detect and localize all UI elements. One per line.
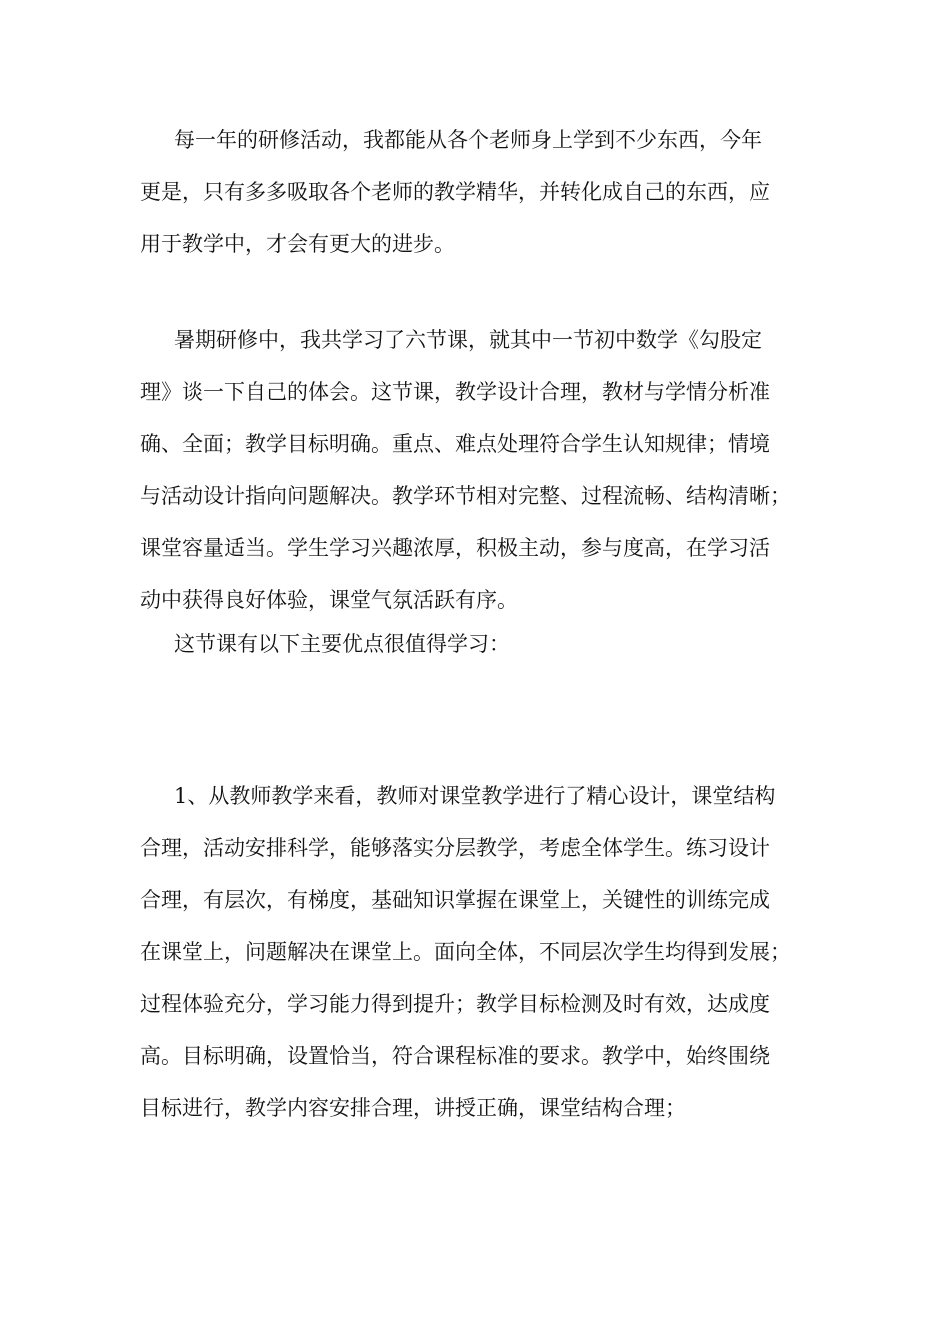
text-line: 确、全面；教学目标明确。重点、难点处理符合学生认知规律；情境 xyxy=(140,432,770,456)
text-line: 暑期研修中，我共学习了六节课，就其中一节初中数学《勾股定 xyxy=(174,328,762,352)
text-line: 动中获得良好体验，课堂气氛活跃有序。 xyxy=(140,588,518,612)
text-line: 合理，有层次，有梯度，基础知识掌握在课堂上，关键性的训练完成 xyxy=(140,888,770,912)
text-line: 与活动设计指向问题解决。教学环节相对完整、过程流畅、结构清晰； xyxy=(140,484,791,508)
text-line: 这节课有以下主要优点很值得学习： xyxy=(174,632,510,656)
text-line: 1、从教师教学来看，教师对课堂教学进行了精心设计，课堂结构 xyxy=(174,784,776,808)
text-line: 更是，只有多多吸取各个老师的教学精华，并转化成自己的东西，应 xyxy=(140,180,770,204)
text-line: 目标进行，教学内容安排合理，讲授正确，课堂结构合理； xyxy=(140,1096,686,1120)
paragraph-annual-training xyxy=(140,114,820,270)
text-line: 合理，活动安排科学，能够落实分层教学，考虑全体学生。练习设计 xyxy=(140,836,770,860)
paragraph-summer-training xyxy=(140,314,820,626)
text-line: 课堂容量适当。学生学习兴趣浓厚，积极主动，参与度高，在学习活 xyxy=(140,536,770,560)
text-line: 高。目标明确，设置恰当，符合课程标准的要求。教学中，始终围绕 xyxy=(140,1044,770,1068)
paragraph-point-one xyxy=(140,770,820,1134)
text-line: 每一年的研修活动，我都能从各个老师身上学到不少东西，今年 xyxy=(174,128,762,152)
text-line: 用于教学中，才会有更大的进步。 xyxy=(140,232,455,256)
text-line: 过程体验充分，学习能力得到提升；教学目标检测及时有效，达成度 xyxy=(140,992,770,1016)
text-line: 理》谈一下自己的体会。这节课，教学设计合理，教材与学情分析准 xyxy=(140,380,770,404)
paragraph-advantages-intro xyxy=(140,618,820,670)
text-line: 在课堂上，问题解决在课堂上。面向全体，不同层次学生均得到发展； xyxy=(140,940,791,964)
